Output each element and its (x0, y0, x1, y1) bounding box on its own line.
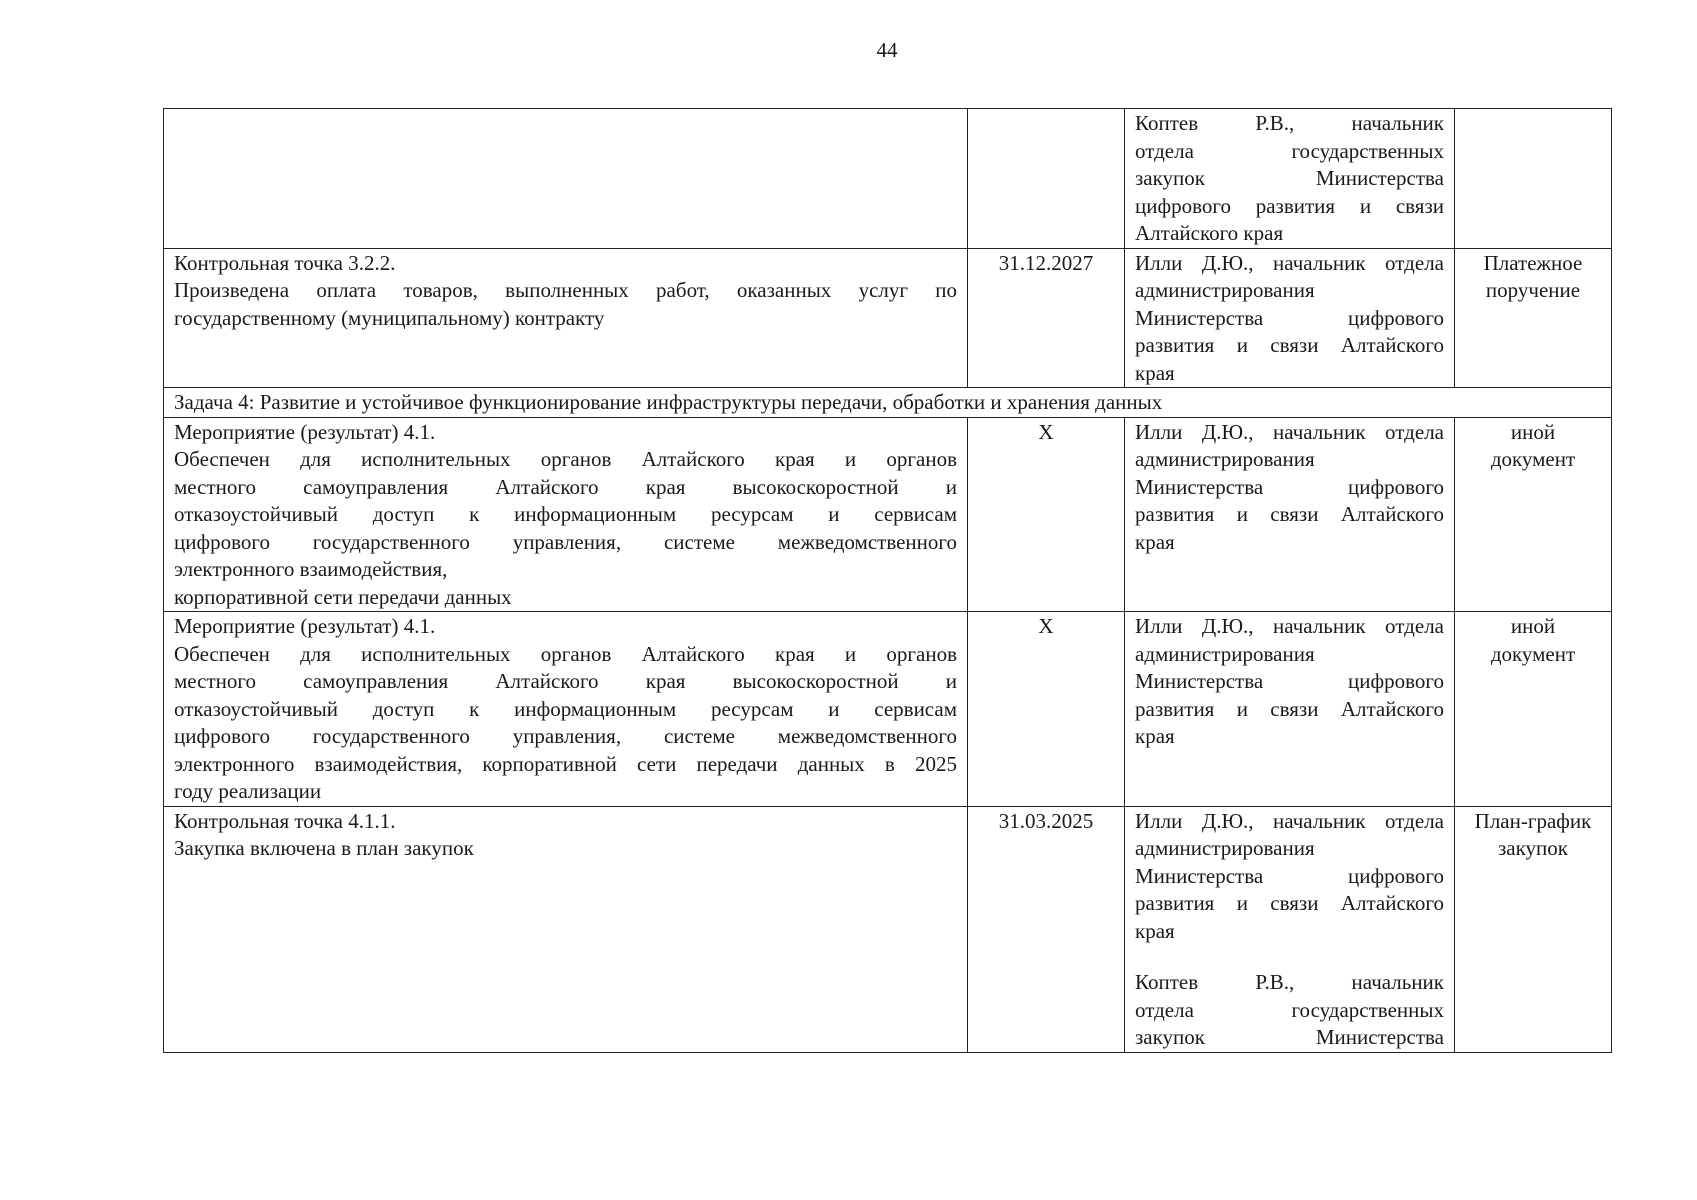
responsible-line: края (1135, 529, 1175, 554)
event-text-line: Произведена оплата товаров, выполненных работ, оказанных услуг по (174, 278, 957, 302)
event-heading: Контрольная точка 3.2.2. (174, 250, 396, 275)
event-cell (164, 806, 968, 1052)
table-row (164, 388, 1612, 418)
responsible-line: Министерства цифрового (1135, 305, 1444, 330)
responsible-cell (1125, 417, 1455, 612)
event-text-line: отказоустойчивый доступ к информационным ресурсам и сервисам (174, 502, 957, 526)
event-heading: Мероприятие (результат) 4.1. (174, 419, 436, 444)
date-value: X (1038, 614, 1054, 638)
table-row (164, 248, 1612, 388)
event-text-line: Закупка включена в план закупок (174, 836, 474, 860)
responsible-cell (1125, 109, 1455, 249)
date-value: 31.12.2027 (998, 250, 1094, 275)
document-line: документ (1490, 447, 1576, 471)
event-text-line: государственному (муниципальному) контракту (174, 305, 605, 330)
document-cell (1455, 612, 1612, 807)
date-cell (968, 248, 1125, 388)
document-cell (1455, 109, 1612, 249)
responsible-cell (1125, 612, 1455, 807)
table-row (164, 417, 1612, 612)
responsible-line: Коптев Р.В., начальник (1135, 111, 1444, 135)
table-row (164, 612, 1612, 807)
task-cell (164, 388, 1612, 418)
responsible-line: края (1135, 918, 1175, 943)
event-text-line: году реализации (174, 779, 322, 803)
event-text-line: цифрового государственного управления, системе межведомственного (174, 724, 957, 748)
event-text-line: Обеспечен для исполнительных органов Алтайского края и органов (174, 447, 957, 471)
date-cell (968, 417, 1125, 612)
responsible-line: развития и связи Алтайского (1135, 502, 1444, 526)
table-row (164, 109, 1612, 249)
responsible-line: закупок Министерства (1135, 1025, 1444, 1049)
event-text-line: электронного взаимодействия, корпоративной сети передачи данных в 2025 (174, 751, 957, 776)
responsible-line: Илли Д.Ю., начальник отдела (1135, 419, 1444, 444)
event-cell (164, 417, 968, 612)
event-cell (164, 109, 968, 249)
date-cell (968, 109, 1125, 249)
responsible-line: края (1135, 724, 1175, 748)
responsible-line: Алтайского края (1135, 221, 1284, 245)
plan-table (163, 108, 1612, 1053)
document-line: иной (1510, 419, 1556, 444)
responsible-line: развития и связи Алтайского (1135, 891, 1444, 915)
responsible-line: отдела государственных (1135, 138, 1444, 163)
date-value: 31.03.2025 (998, 808, 1094, 833)
event-text-line: местного самоуправления Алтайского края высокоскоростной и (174, 474, 957, 499)
responsible-line: отдела государственных (1135, 997, 1444, 1022)
event-text-line: Обеспечен для исполнительных органов Алтайского края и органов (174, 641, 957, 666)
responsible-line: развития и связи Алтайского (1135, 696, 1444, 721)
document-line: Платежное (1483, 250, 1583, 275)
date-cell (968, 612, 1125, 807)
document-line: План-график (1474, 808, 1592, 833)
table-row (164, 806, 1612, 1052)
document-line: поручение (1485, 278, 1581, 302)
responsible-line: администрирования (1135, 836, 1315, 860)
task-title: Задача 4: Развитие и устойчивое функционирование инфраструктуры передачи, обработки и хранения данных (174, 390, 1163, 414)
responsible-line: Илли Д.Ю., начальник отдела (1135, 614, 1444, 638)
date-cell (968, 806, 1125, 1052)
responsible-line: развития и связи Алтайского (1135, 333, 1444, 357)
event-heading: Мероприятие (результат) 4.1. (174, 614, 436, 638)
responsible-line: Коптев Р.В., начальник (1135, 970, 1444, 994)
event-heading: Контрольная точка 4.1.1. (174, 808, 396, 833)
document-cell (1455, 248, 1612, 388)
responsible-line: администрирования (1135, 278, 1315, 302)
event-cell (164, 612, 968, 807)
event-text-line: местного самоуправления Алтайского края высокоскоростной и (174, 669, 957, 693)
event-text-line: корпоративной сети передачи данных (174, 584, 512, 609)
responsible-line: Министерства цифрового (1135, 474, 1444, 499)
responsible-line: администрирования (1135, 641, 1315, 666)
document-line: закупок (1498, 836, 1568, 860)
page-number: 44 (876, 38, 898, 62)
responsible-cell (1125, 248, 1455, 388)
document-cell (1455, 417, 1612, 612)
responsible-cell (1125, 806, 1455, 1052)
responsible-line: Илли Д.Ю., начальник отдела (1135, 250, 1444, 275)
responsible-line: Илли Д.Ю., начальник отдела (1135, 808, 1444, 833)
document-cell (1455, 806, 1612, 1052)
responsible-line: Министерства цифрового (1135, 669, 1444, 693)
event-text-line: электронного взаимодействия, (174, 557, 448, 581)
responsible-line: цифрового развития и связи (1135, 193, 1444, 218)
document-line: иной (1510, 614, 1556, 638)
event-text-line: цифрового государственного управления, системе межведомственного (174, 529, 957, 554)
document-line: документ (1490, 641, 1576, 666)
event-cell (164, 248, 968, 388)
date-value: X (1038, 419, 1054, 444)
event-text-line: отказоустойчивый доступ к информационным ресурсам и сервисам (174, 696, 957, 721)
responsible-line: администрирования (1135, 447, 1315, 471)
responsible-line: закупок Министерства (1135, 166, 1444, 190)
responsible-line: Министерства цифрового (1135, 863, 1444, 888)
responsible-line: края (1135, 360, 1175, 385)
